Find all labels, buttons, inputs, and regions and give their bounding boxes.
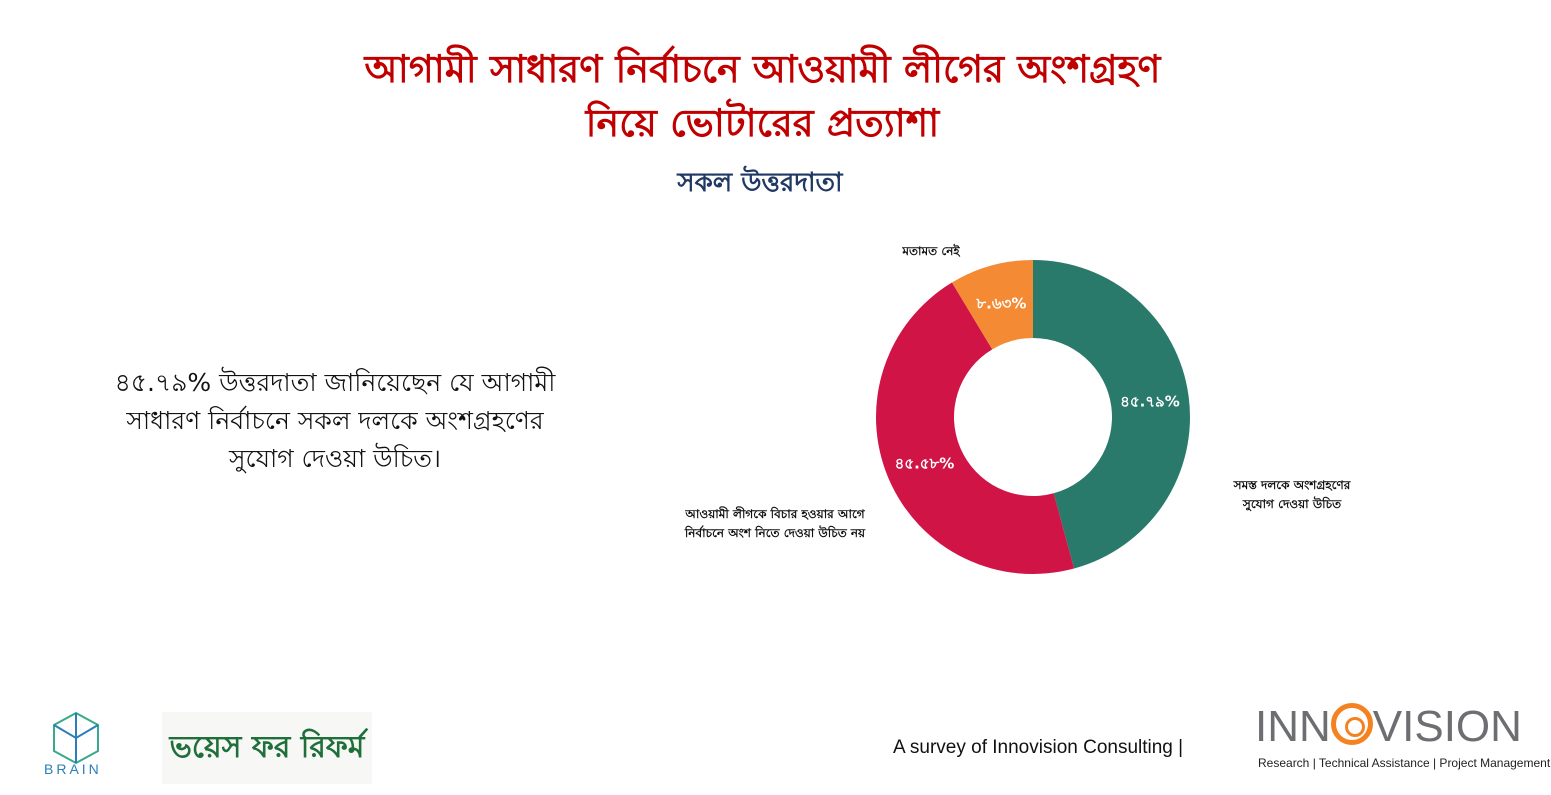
donut-chart — [620, 225, 1420, 625]
page-subtitle: সকল উত্তরদাতা — [677, 168, 843, 198]
slice-category-label: আওয়ামী লীগকে বিচার হওয়ার আগে নির্বাচনে অংশ নিতে দেওয়া উচিত নয় — [684, 507, 866, 540]
innovision-tagline: Research | Technical Assistance | Project Management — [1258, 756, 1551, 770]
innovision-logo-part2: VISION — [1372, 702, 1522, 751]
slice-value-label: ৪৫.৫৮% — [894, 454, 955, 473]
innovision-o-icon — [1331, 703, 1373, 745]
title-line-1: আগামী সাধারণ নির্বাচনে আওয়ামী লীগের অংশগ্রহণ — [364, 47, 1161, 91]
summary-text: ৪৫.৭৯% উত্তরদাতা জানিয়েছেন যে আগামী সাধারণ নির্বাচনে সকল দলকে অংশগ্রহণের সুযোগ দেওয়া উচিত। — [114, 368, 556, 473]
survey-credit: A survey of Innovision Consulting | — [893, 737, 1184, 758]
slice-value-label: ৮.৬৩% — [976, 294, 1027, 313]
innovision-logo — [1255, 702, 1522, 752]
title-line-2: নিয়ে ভোটারের প্রত্যাশা — [585, 101, 940, 145]
innovision-logo-part1: INN — [1255, 702, 1331, 751]
page-title — [200, 42, 1325, 150]
brain-logo-text: BRAIN — [44, 761, 102, 777]
slice-value-label: ৪৫.৭৯% — [1120, 392, 1180, 411]
slice-category-label: মতামত নেই — [902, 244, 960, 258]
voice-for-reform-logo: ভয়েস ফর রিফর্ম — [162, 712, 372, 784]
slice-category-label: সমস্ত দলকে অংশগ্রহণের সুযোগ দেওয়া উচিত — [1233, 478, 1351, 511]
